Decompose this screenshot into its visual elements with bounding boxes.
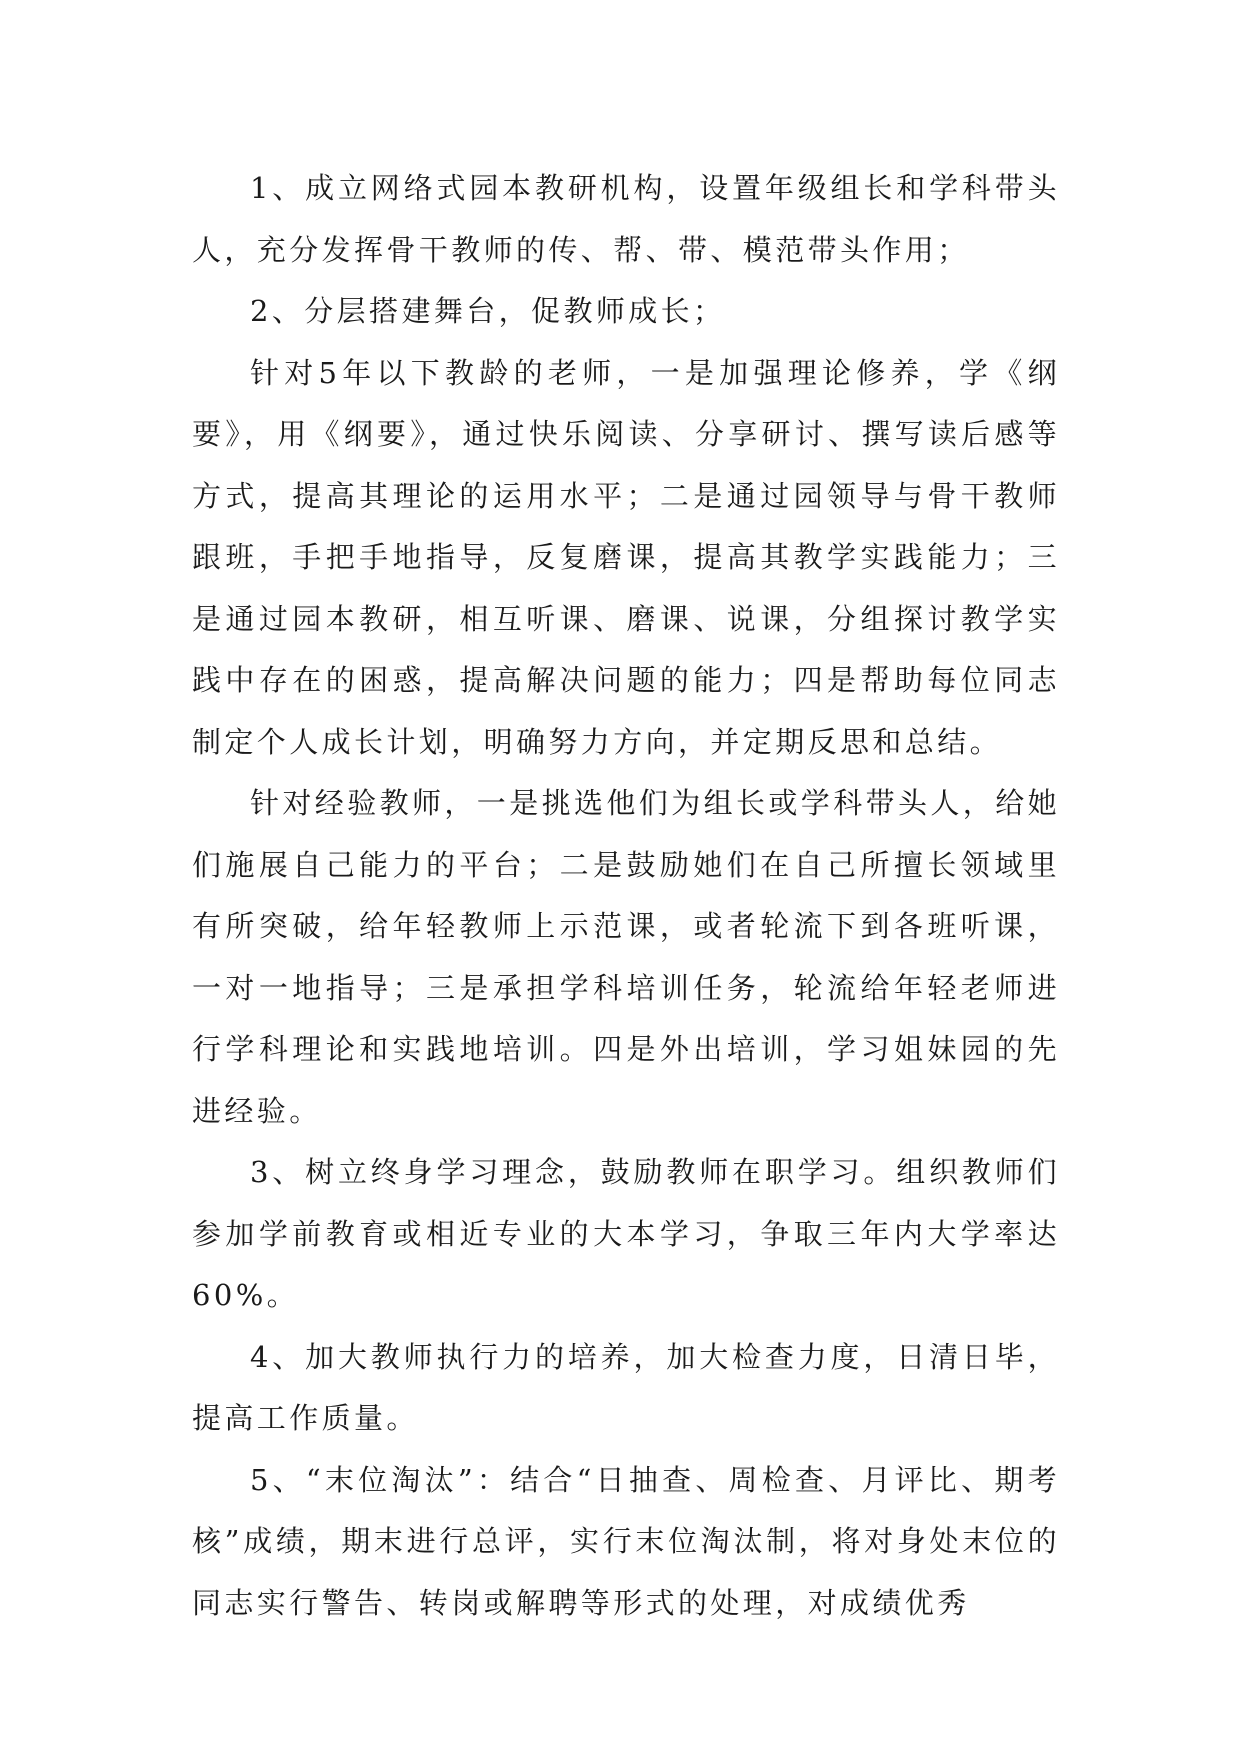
- paragraph-1: 1、成立网络式园本教研机构，设置年级组长和学科带头人，充分发挥骨干教师的传、帮、带、模范带头作用；: [192, 171, 1060, 267]
- paragraph-4: 针对经验教师，一是挑选他们为组长或学科带头人，给她们施展自己能力的平台；二是鼓励她们在自己所擅长领域里有所突破，给年轻教师上示范课，或者轮流下到各班听课，一对一地指导；三是承担学科培训任务，轮流给年轻老师进行学科理论和实践地培训。四是外出培训，学习姐妹园的先进经验。: [192, 786, 1061, 1128]
- paragraph-5: 3、树立终身学习理念，鼓励教师在职学习。组织教师们参加学前教育或相近专业的大本学习，争取三年内大学率达60%。: [192, 1155, 1060, 1312]
- document-body: [192, 158, 1060, 1634]
- paragraph-7: 5、“末位淘汰”：结合“日抽查、周检查、月评比、期考核”成绩，期末进行总评，实行末位淘汰制，将对身处末位的同志实行警告、转岗或解聘等形式的处理，对成绩优秀: [192, 1462, 1060, 1620]
- paragraph-2: 2、分层搭建舞台，促教师成长；: [250, 294, 726, 328]
- paragraph-3: 针对5年以下教龄的老师，一是加强理论修养，学《纲要》，用《纲要》，通过快乐阅读、分享研讨、撰写读后感等方式，提高其理论的运用水平；二是通过园领导与骨干教师跟班，手把手地指导，反复磨课，提高其教学实践能力；三是通过园本教研，相互听课、磨课、说课，分组探讨教学实践中存在的困惑，提高解决问题的能力；四是帮助每位同志制定个人成长计划，明确努力方向，并定期反思和总结。: [192, 355, 1060, 759]
- paragraph-6: 4、加大教师执行力的培养，加大检查力度，日清日毕，提高工作质量。: [192, 1339, 1060, 1435]
